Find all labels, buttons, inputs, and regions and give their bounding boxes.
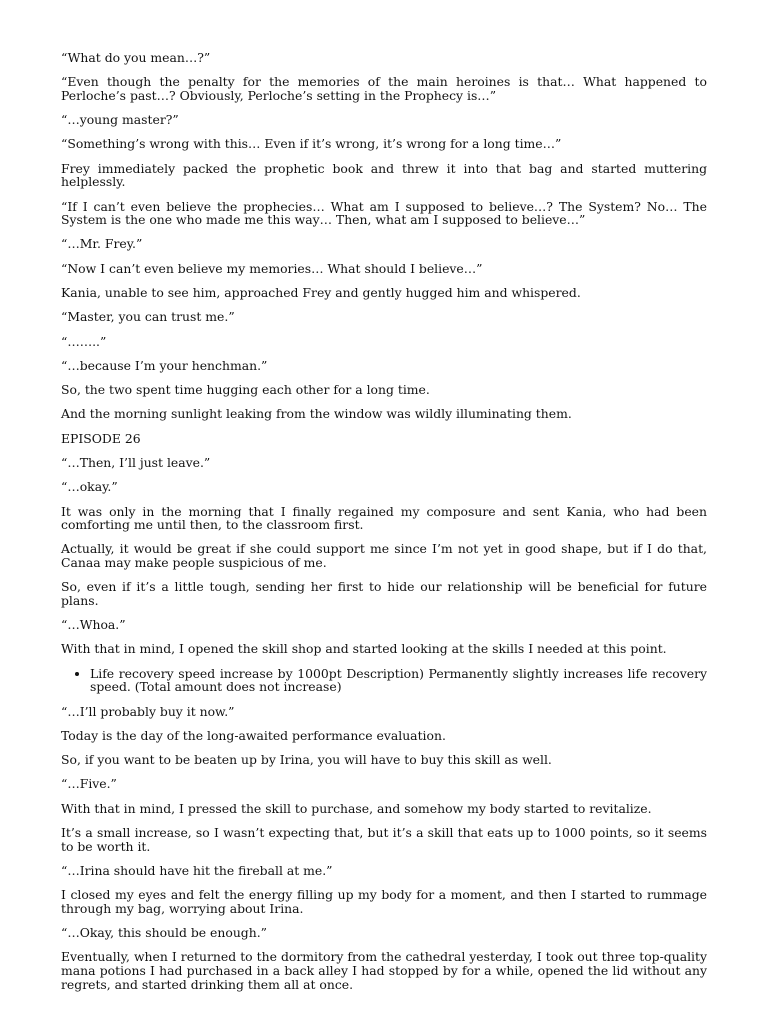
paragraph: “Now I can’t even believe my memories… What should I believe…” <box>61 260 483 276</box>
paragraph: “……..” <box>61 333 107 349</box>
paragraph: “…okay.” <box>61 479 118 495</box>
paragraph: “If I can’t even believe the prophecies… What am I supposed to believe…? The System? No… The System is the one who made me this way… Then, what am I supposed to believe…” <box>61 198 707 228</box>
paragraph: And the morning sunlight leaking from the window was wildly illuminating them. <box>61 406 572 422</box>
paragraph: So, even if it’s a little tough, sending her first to hide our relationship will be beneficial for future plans. <box>61 579 707 608</box>
paragraph: Today is the day of the long-awaited performance evaluation. <box>61 727 446 743</box>
paragraph: Actually, it would be great if she could support me since I’m not yet in good shape, but if I do that, Canaa may make people suspicious of me. <box>61 541 707 571</box>
paragraph: “…Okay, this should be enough.” <box>61 925 267 941</box>
skill-list <box>61 667 707 694</box>
paragraph: Kania, unable to see him, approached Frey and gently hugged him and whispered. <box>61 285 581 301</box>
paragraph: It was only in the morning that I finally regained my composure and sent Kania, who had been comforting me until then, to the classroom first. <box>61 503 707 533</box>
paragraph: “…Whoa.” <box>61 617 126 633</box>
paragraph: Eventually, when I returned to the dormitory from the cathedral yesterday, I took out three top-quality mana potions I had purchased in a back alley I had stopped by for a while, opened the lid without any regrets, and started drinking them all at once. <box>61 949 707 992</box>
paragraph: “…Then, I’ll just leave.” <box>61 455 211 470</box>
paragraph: “Something’s wrong with this… Even if it’s wrong, it’s wrong for a long time…” <box>61 136 562 152</box>
paragraph: Frey immediately packed the prophetic book and threw it into that bag and started muttering helplessly. <box>61 160 707 190</box>
paragraph: “…Irina should have hit the fireball at me.” <box>61 862 333 878</box>
paragraph: With that in mind, I opened the skill shop and started looking at the skills I needed at this point. <box>61 641 667 657</box>
paragraph: “…because I’m your henchman.” <box>61 357 268 373</box>
episode-heading: EPISODE 26 <box>61 430 141 446</box>
skill-list-item: • Life recovery speed increase by 1000pt Description) Permanently slightly increases life recovery speed. (Total amount does not increase) <box>90 667 707 694</box>
paragraph: It’s a small increase, so I wasn’t expecting that, but it’s a skill that eats up to 1000 points, so it seems to be worth it. <box>61 825 707 854</box>
paragraph: “Master, you can trust me.” <box>61 309 235 325</box>
paragraph: So, the two spent time hugging each other for a long time. <box>61 382 430 398</box>
text-body <box>61 51 707 991</box>
paragraph: “…I’ll probably buy it now.” <box>61 703 235 719</box>
paragraph: With that in mind, I pressed the skill to purchase, and somehow my body started to revitalize. <box>61 800 652 816</box>
paragraph: “…young master?” <box>61 112 179 128</box>
paragraph: “What do you mean…?” <box>61 50 211 65</box>
paragraph: So, if you want to be beaten up by Irina, you will have to buy this skill as well. <box>61 752 552 768</box>
paragraph: I closed my eyes and felt the energy filling up my body for a moment, and then I started to rummage through my bag, worrying about Irina. <box>61 887 707 916</box>
paragraph: “…Five.” <box>61 776 117 792</box>
paragraph: “…Mr. Frey.” <box>61 236 143 252</box>
paragraph: “Even though the penalty for the memories of the main heroines is that… What happened to Perloche’s past…? Obviously, Perloche’s setting in the Prophecy is…” <box>61 74 707 103</box>
